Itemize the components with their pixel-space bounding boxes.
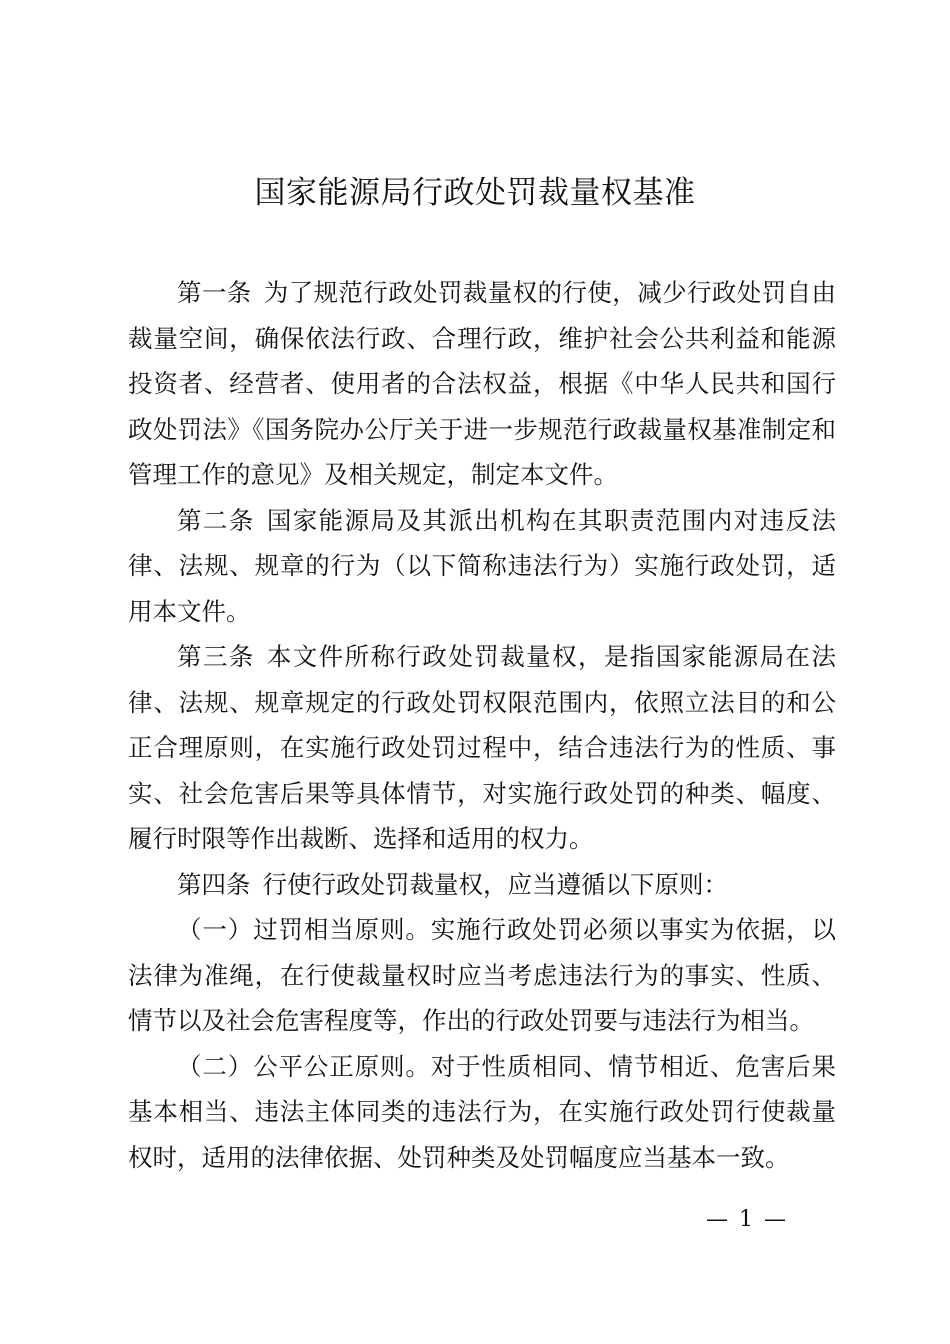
article-1-label: 第一条 xyxy=(177,278,252,307)
page-number: — 1 — xyxy=(706,1207,788,1232)
document-title: 国家能源局行政处罚裁量权基准 xyxy=(254,175,696,211)
document-body xyxy=(128,270,836,1180)
article-3-paragraph xyxy=(128,634,836,862)
article-3-text: 本文件所称行政处罚裁量权，是指国家能源局在法律、法规、规章规定的行政处罚权限范围内，依照立法目的和公正合理原则，在实施行政处罚过程中，结合违法行为的性质、事实、社会危害后果等具体情节，对实施行政处罚的种类、幅度、履行时限等作出裁断、选择和适用的权力。 xyxy=(128,642,836,853)
article-4-label: 第四条 xyxy=(177,869,251,899)
principle-1-paragraph: （一）过罚相当原则。实施行政处罚必须以事实为依据，以法律为准绳，在行使裁量权时应当考虑违法行为的事实、性质、情节以及社会危害程度等，作出的行政处罚要与违法行为相当。 xyxy=(128,915,836,1035)
article-4-paragraph xyxy=(128,862,836,908)
article-1-paragraph xyxy=(128,270,836,498)
article-4-text: 行使行政处罚裁量权，应当遵循以下原则： xyxy=(262,869,728,899)
article-3-label: 第三条 xyxy=(177,642,255,671)
article-2-label: 第二条 xyxy=(177,505,255,535)
article-1-text: 为了规范行政处罚裁量权的行使，减少行政处罚自由裁量空间，确保依法行政、合理行政，维护社会公共利益和能源投资者、经营者、使用者的合法权益，根据《中华人民共和国行政处罚法》《国务院办公厅关于进一步规范行政裁量权基准制定和管理工作的意见》及相关规定，制定本文件。 xyxy=(128,278,837,489)
article-2-paragraph xyxy=(128,498,836,635)
principle-2-paragraph: （二）公平公正原则。对于性质相同、情节相近、危害后果基本相当、违法主体同类的违法行为，在实施行政处罚行使裁量权时，适用的法律依据、处罚种类及处罚幅度应当基本一致。 xyxy=(128,1051,836,1172)
article-2-text: 国家能源局及其派出机构在其职责范围内对违反法律、法规、规章的行为（以下简称违法行为）实施行政处罚，适用本文件。 xyxy=(128,505,836,626)
